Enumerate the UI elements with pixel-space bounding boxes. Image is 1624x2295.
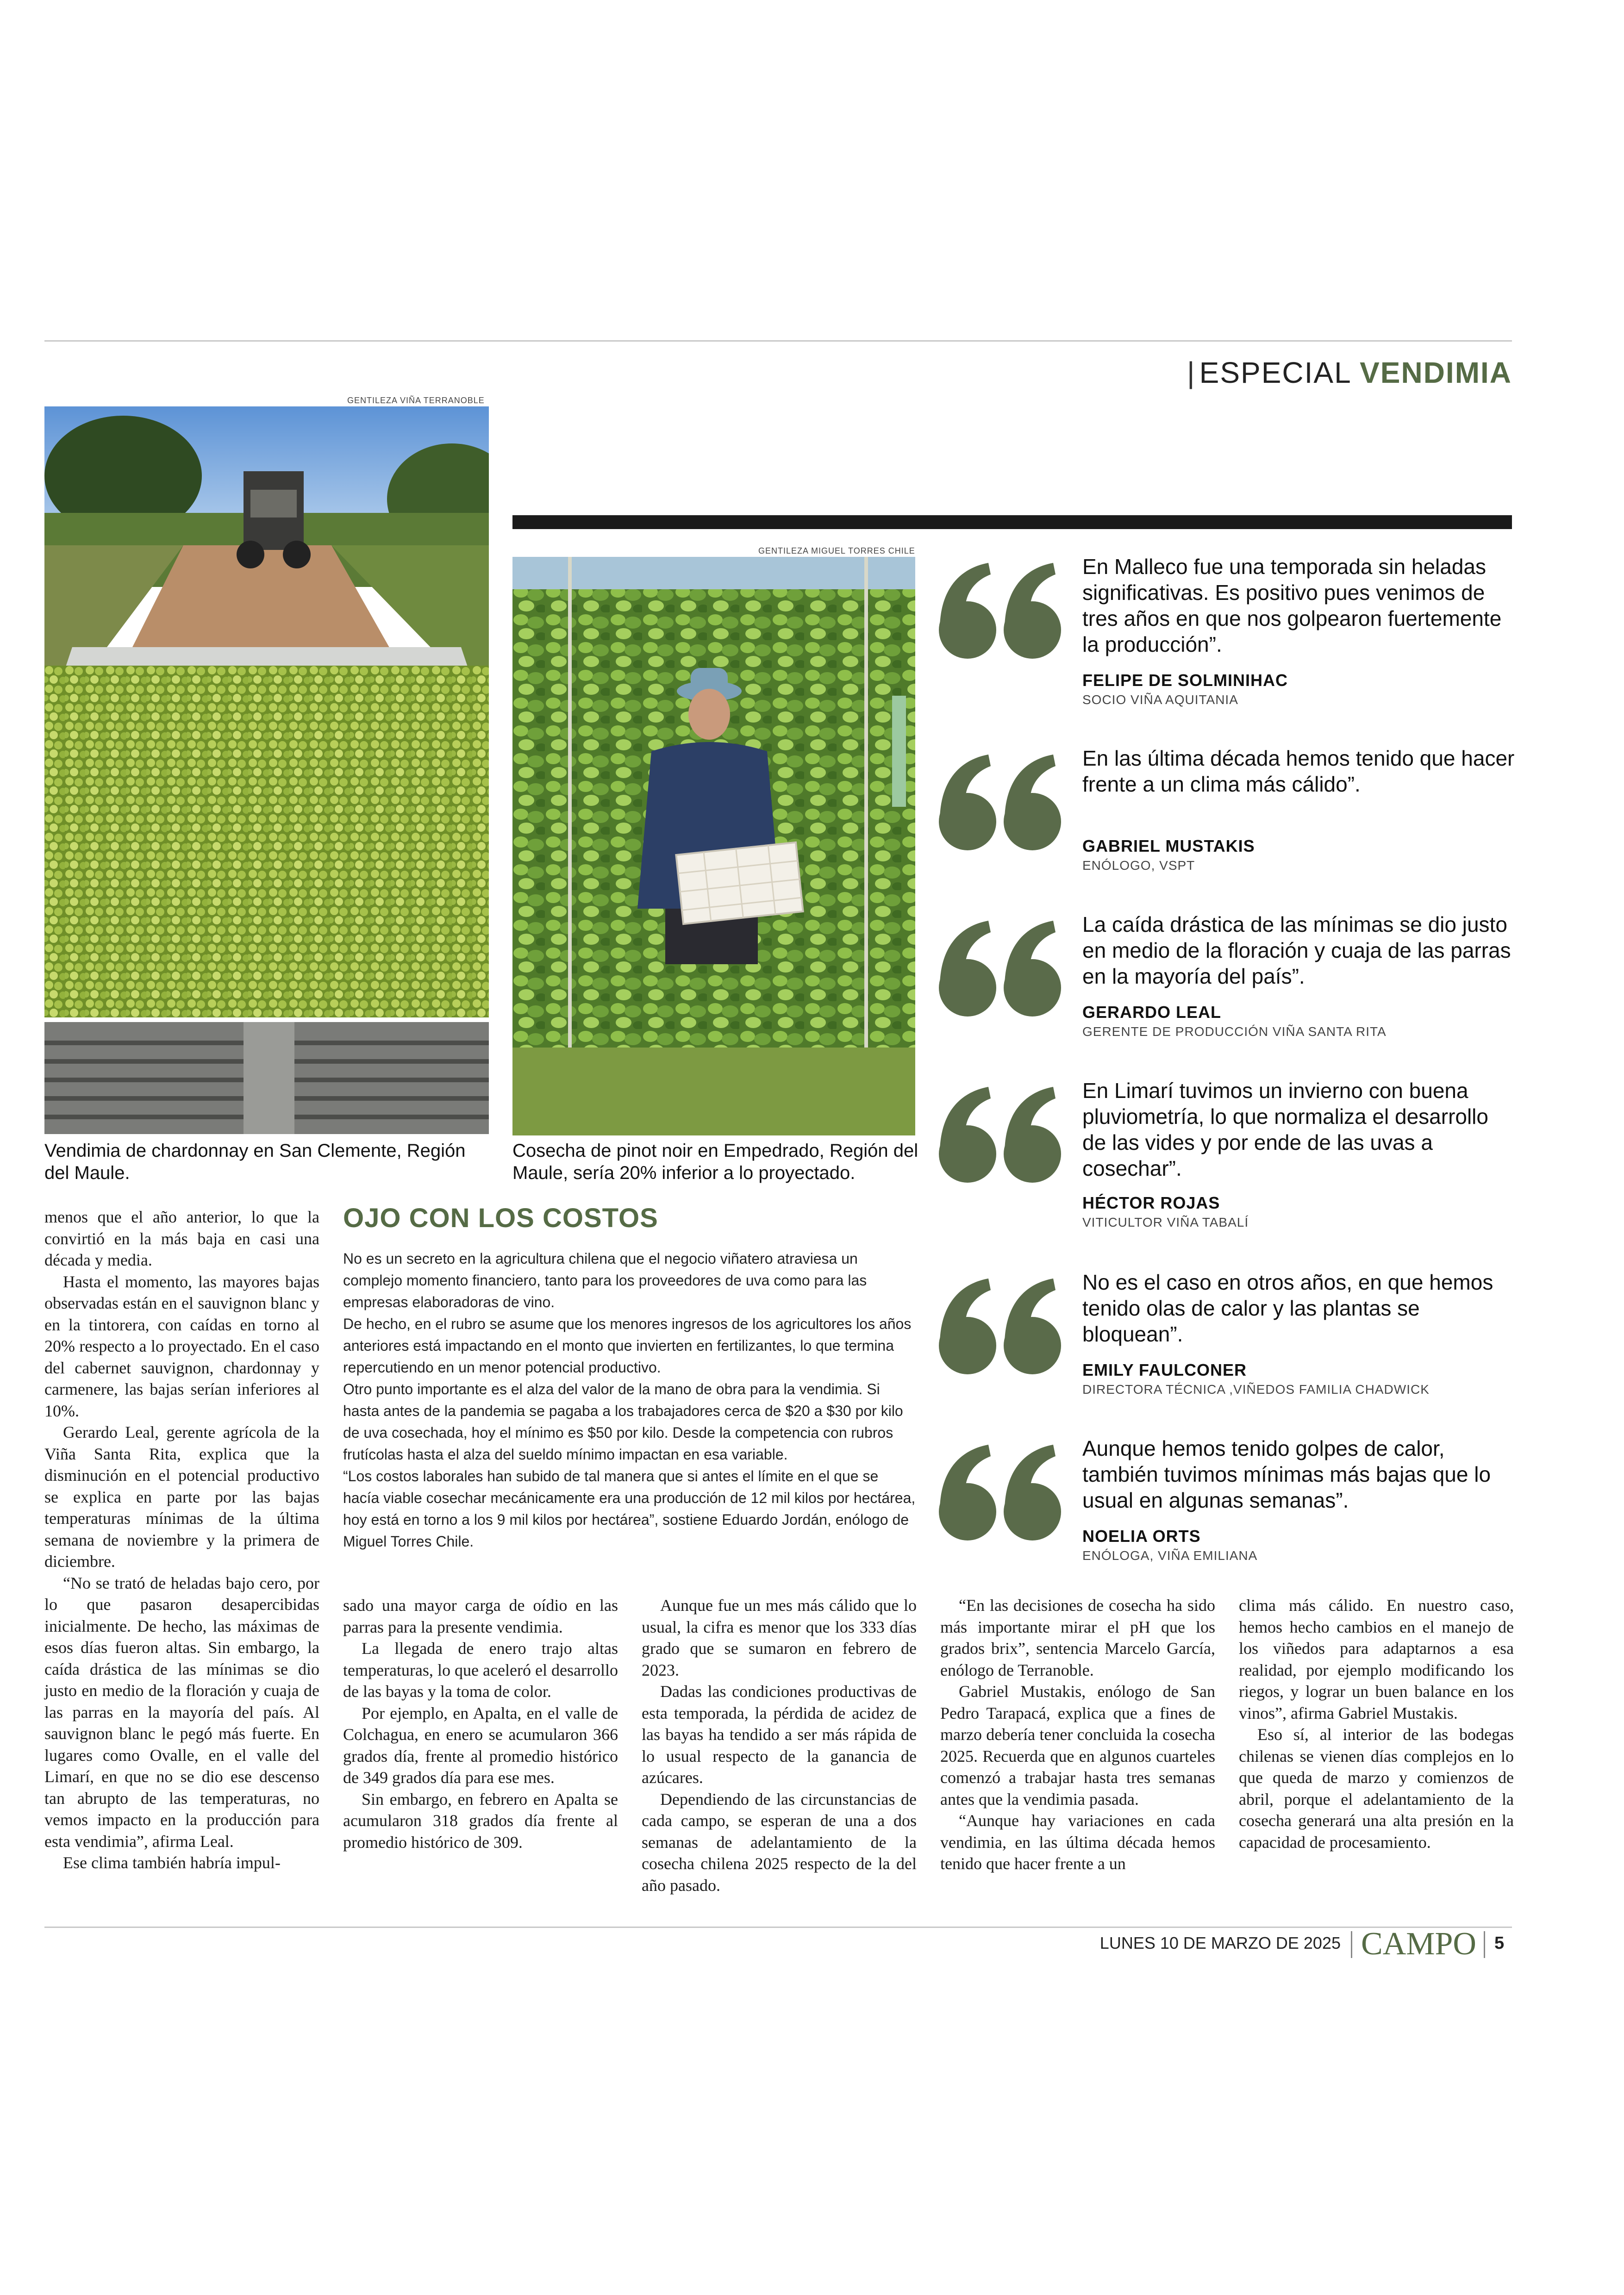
quote-2	[935, 745, 1518, 875]
quote-text: Aunque hemos tenido golpes de calor, también tuvimos mínimas más bajas que lo usual en algunas semanas”.	[1082, 1436, 1491, 1512]
photo-caption-left: Vendimia de chardonnay en San Clemente, Región del Maule.	[44, 1141, 466, 1183]
paragraph: Sin embargo, en febrero en Apalta se acumularon 318 grados día frente al promedio histórico de 309.	[343, 1790, 618, 1852]
section-divider: |	[1187, 356, 1196, 389]
paragraph: Ese clima también habría impul-	[63, 1853, 281, 1872]
section-highlight: VENDIMIA	[1360, 356, 1512, 389]
paragraph: “Los costos laborales han subido de tal manera que si antes el límite en el que se hacía viable cosechar mecánicamente era una producción de 12 mil kilos por hectárea, hoy está en torno a los 9 mil kilos por hectárea”, sostiene Eduardo Jordán, enólogo de Miguel Torres Chile.	[343, 1468, 916, 1550]
footer-divider	[1484, 1931, 1485, 1958]
paragraph: La llegada de enero trajo altas temperaturas, lo que aceleró el desarrollo de las bayas y la toma de color.	[343, 1639, 618, 1701]
top-rule	[44, 340, 1512, 342]
issue-date: LUNES 10 DE MARZO DE 2025	[1099, 1933, 1341, 1952]
paragraph: Otro punto importante es el alza del valor de la mano de obra para la vendimia. Si hasta antes de la pandemia se pagaba a los trabajadores cerca de $20 a $30 por kilo de uva cosechada, hoy el mínimo es $50 por kilo. Desde la competencia con rubros frutícolas hasta el alza del sueldo mínimo impactan en esa variable.	[343, 1381, 903, 1463]
article-column-1	[44, 1206, 319, 1874]
paragraph: “No se trató de heladas bajo cero, por lo que pasaron desapercibidas inicialmente. De hecho, las máximas de esos días fueron altas. Sin embargo, la caída drástica de las mínimas se dio justo en medio de la floración y cuaja de las parras en la mayoría del país. Al sauvignon blanc le pegó más fuerte. En lugares como Ovalle, en el valle del Limarí, en que no se dio ese descenso tan abrupto de las temperaturas, no vemos impacto en la producción para esta vendimia”, afirma Leal.	[44, 1573, 319, 1851]
quote-text: En Limarí tuvimos un invierno con buena pluviometría, lo que normaliza el desarrollo de las vides y por ende de las uvas a cosechar”.	[1082, 1079, 1488, 1180]
paragraph: Dadas las condiciones productivas de esta temporada, la pérdida de acidez de las bayas ha tendido a ser más rápida de lo usual respecto de la ganancia de azúcares.	[642, 1682, 917, 1787]
quote-author-role: DIRECTORA TÉCNICA ,VIÑEDOS FAMILIA CHADWICK	[1082, 1382, 1430, 1397]
quote-text: En Malleco fue una temporada sin heladas significativas. Es positivo pues venimos de tres años en que nos golpearon fuertemente la producción”.	[1082, 555, 1502, 656]
article-column-5	[1239, 1595, 1514, 1853]
paragraph: “En las decisiones de cosecha ha sido más importante mirar el pH que los grados brix”, sentencia Marcelo García, enólogo de Terranoble.	[940, 1596, 1215, 1679]
quote-author: GERARDO LEAL	[1082, 1003, 1221, 1022]
quote-mark-icon	[935, 745, 1065, 856]
quote-5	[935, 1269, 1518, 1399]
article-column-3	[642, 1595, 917, 1896]
footer-divider	[1351, 1931, 1352, 1958]
box-title: OJO CON LOS COSTOS	[343, 1203, 658, 1233]
quote-author-role: VITICULTOR VIÑA TABALÍ	[1082, 1215, 1249, 1229]
publication-brand: CAMPO	[1361, 1926, 1476, 1962]
paragraph: Dependiendo de las circunstancias de cada campo, se esperan de una a dos semanas de adelantamiento de la cosecha chilena 2025 respecto de la del año pasado.	[642, 1790, 917, 1895]
quote-text: La caída drástica de las mínimas se dio justo en medio de la floración y cuaja de las parras en la mayoría del país”.	[1082, 912, 1511, 988]
paragraph: menos que el año anterior, lo que la convirtió en la más baja en casi una década y media.	[44, 1208, 319, 1269]
quote-author-role: GERENTE DE PRODUCCIÓN VIÑA SANTA RITA	[1082, 1024, 1387, 1039]
photo-pinot-noir-harvest	[512, 557, 915, 1135]
photo-credit-left: GENTILEZA VIÑA TERRANOBLE	[347, 396, 485, 405]
quote-6	[935, 1435, 1518, 1565]
quote-text: No es el caso en otros años, en que hemos tenido olas de calor y las plantas se bloquean”.	[1082, 1270, 1493, 1346]
quote-author-role: ENÓLOGO, VSPT	[1082, 858, 1195, 873]
quote-mark-icon	[935, 554, 1065, 665]
quote-author: HÉCTOR ROJAS	[1082, 1193, 1220, 1212]
quote-mark-icon	[935, 1078, 1065, 1189]
quote-author: EMILY FAULCONER	[1082, 1360, 1247, 1379]
paragraph: “Aunque hay variaciones en cada vendimia, en las última década hemos tenido que hacer frente a un	[940, 1811, 1215, 1873]
paragraph: Hasta el momento, las mayores bajas observadas están en el sauvignon blanc y en la tintorera, con caídas en torno al 20% respecto a lo proyectado. En el caso del cabernet sauvignon, chardonnay y carmenere, las bajas serían inferiores al 10%.	[44, 1272, 319, 1420]
photo-credit-middle: GENTILEZA MIGUEL TORRES CHILE	[758, 546, 915, 555]
paragraph: sado una mayor carga de oídio en las parras para la presente vendimia.	[343, 1596, 618, 1636]
quote-author-role: SOCIO VIÑA AQUITANIA	[1082, 692, 1238, 707]
article-column-4	[940, 1595, 1215, 1875]
quote-author-role: ENÓLOGA, VIÑA EMILIANA	[1082, 1548, 1258, 1563]
quote-4	[935, 1078, 1518, 1235]
paragraph: De hecho, en el rubro se asume que los menores ingresos de los agricultores los años anteriores está impactando en el monto que invierten en fertilizantes, lo que termina repercutiendo en un menor potencial productivo.	[343, 1316, 912, 1376]
article-column-2	[343, 1595, 618, 1853]
quote-author: FELIPE DE SOLMINIHAC	[1082, 671, 1288, 690]
paragraph: Gabriel Mustakis, enólogo de San Pedro Tarapacá, explica que a fines de marzo debería tener concluida la cosecha 2025. Recuerda que en algunos cuarteles comenzó a trabajar hasta tres semanas antes que la vendimia pasada.	[940, 1682, 1215, 1809]
section-prefix: ESPECIAL	[1199, 356, 1351, 389]
quote-text: En las última década hemos tenido que hacer frente a un clima más cálido”.	[1082, 746, 1515, 796]
quote-mark-icon	[935, 1269, 1065, 1380]
quote-mark-icon	[935, 1435, 1065, 1547]
quote-author: NOELIA ORTS	[1082, 1527, 1201, 1546]
paragraph: clima más cálido. En nuestro caso, hemos hecho cambios en el manejo de los viñedos para adaptarnos a esa realidad, por ejemplo modificando los riegos, y lograr un buen balance en los vinos”, afirma Gabriel Mustakis.	[1239, 1596, 1514, 1722]
page-number: 5	[1494, 1933, 1505, 1953]
section-header	[1187, 355, 1512, 390]
quote-1	[935, 554, 1518, 720]
paragraph: Gerardo Leal, gerente agrícola de la Viña Santa Rita, explica que la disminución en el potencial productivo se explica en parte por las bajas temperaturas mínimas de la última semana de noviembre y la primera de diciembre.	[44, 1423, 319, 1571]
quote-3	[935, 911, 1518, 1041]
paragraph: No es un secreto en la agricultura chilena que el negocio viñatero atraviesa un complejo momento financiero, tanto para los proveedores de uva como para las empresas elaboradoras de vino.	[343, 1250, 867, 1310]
paragraph: Eso sí, al interior de las bodegas chilenas se vienen días complejos en lo que queda de marzo y comienzos de abril, porque el adelantamiento de la cosecha generará una alta presión en la capacidad de procesamiento.	[1239, 1725, 1514, 1852]
quote-mark-icon	[935, 911, 1065, 1023]
quote-author: GABRIEL MUSTAKIS	[1082, 836, 1255, 855]
paragraph: Por ejemplo, en Apalta, en el valle de Colchagua, en enero se acumularon 366 grados día, frente al promedio histórico de 349 grados día para ese mes.	[343, 1703, 618, 1787]
photo-caption-middle: Cosecha de pinot noir en Empedrado, Región del Maule, sería 20% inferior a lo proyectado.	[512, 1141, 918, 1183]
cost-box	[343, 1248, 916, 1553]
black-banner	[512, 515, 1512, 529]
paragraph: Aunque fue un mes más cálido que lo usual, la cifra es menor que los 333 días grado que se sumaron en febrero de 2023.	[642, 1596, 917, 1679]
bottom-rule	[44, 1927, 1512, 1928]
photo-chardonnay-harvest	[44, 406, 489, 1134]
